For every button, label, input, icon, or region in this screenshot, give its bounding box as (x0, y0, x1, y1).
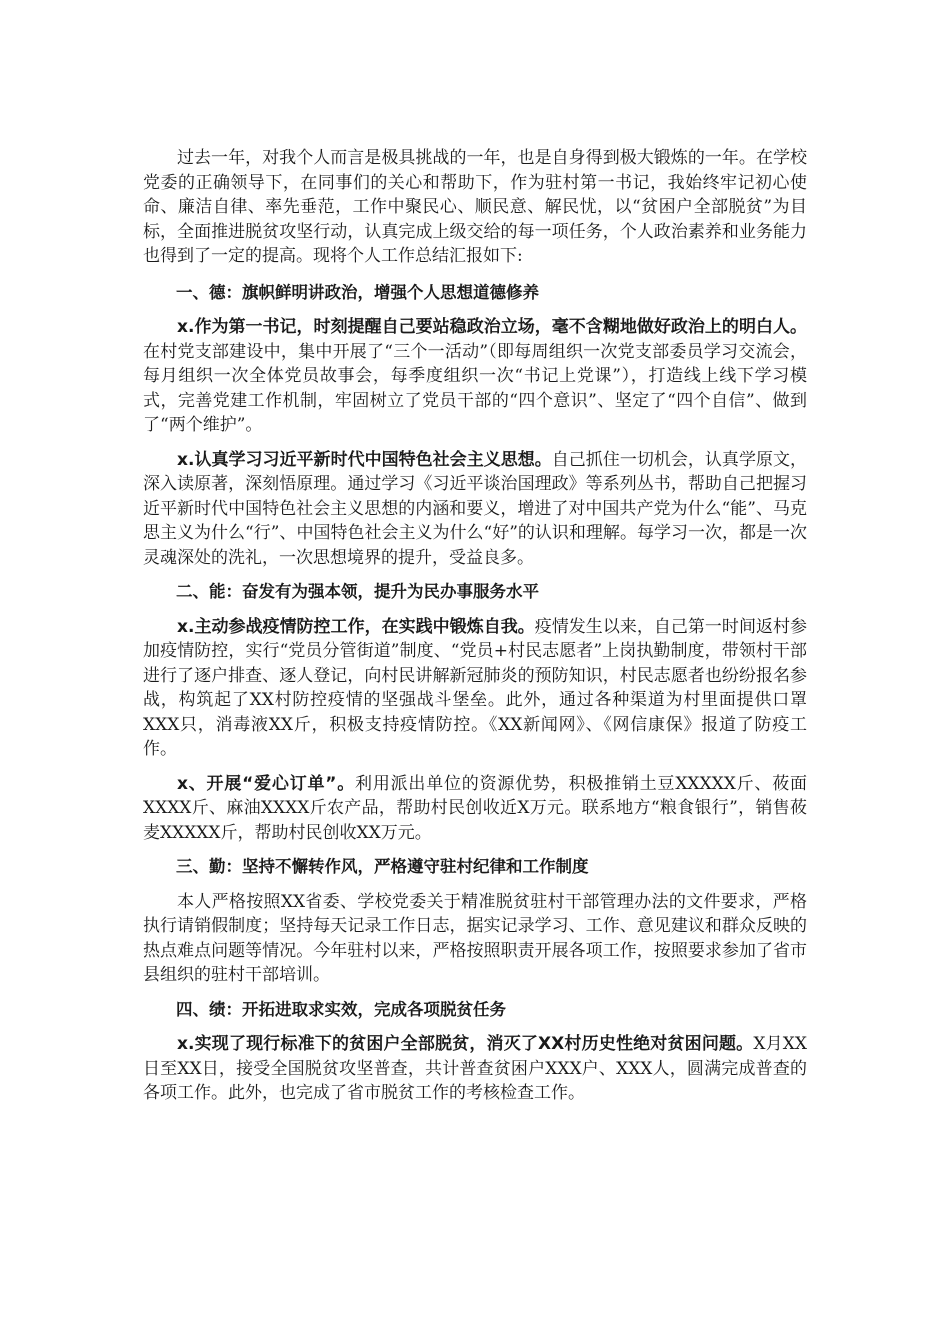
item-text: 在村党支部建设中，集中开展了“三个一活动”（即每周组织一次党支部委员学习交流会，每月组织一次全体党员故事会，每季度组织一次“书记上党课”），打造线上线下学习模式，完善党建工作机制，牢固树立了党员干部的“四个意识”、坚定了“四个自信”、做到了“两个维护”。 (143, 341, 807, 435)
item-text: 自己抓住一切机会，认真学原文，深入读原著，深刻悟原理。通过学习《习近平谈治国理政》等系列丛书，帮助自己把握习近平新时代中国特色社会主义思想的内涵和要义，增进了对中国共产党为什么“能”、马克思主义为什么“行”、中国特色社会主义为什么“好”的认识和理解。每学习一次，都是一次灵魂深处的洗礼，一次思想境界的提升，受益良多。 (143, 449, 807, 568)
item-text: X月XX日至XX日，接受全国脱贫攻坚普查，共计普查贫困户XXX户、XXX人，圆满完成普查的各项工作。此外，也完成了省市脱贫工作的考核检查工作。 (143, 1034, 807, 1103)
item-text: 本人严格按照XX省委、学校党委关于精准脱贫驻村干部管理办法的文件要求，严格执行请销假制度；坚持每天记录工作日志，据实记录学习、工作、意见建议和群众反映的热点难点问题等情况。今年驻村以来，严格按照职责开展各项工作，按照要求参加了省市县组织的驻村干部培训。 (143, 891, 807, 985)
item-text: 疫情发生以来，自己第一时间返村参加疫情防控，实行“党员分管街道”制度、“党员+村民志愿者”上岗执勤制度，带领村干部进行了逐户排查、逐人登记，向村民讲解新冠肺炎的预防知识，村民志愿者也纷纷报名参战，构筑起了XX村防控疫情的坚强战斗堡垒。此外，通过各种渠道为村里面提供口罩XXX只，消毒液XX斤，积极支持疫情防控。《XX新闻网》、《网信康保》报道了防疫工作。 (143, 616, 807, 759)
section-3-item-1 (143, 890, 807, 988)
section-2-item-2 (143, 772, 807, 846)
item-lead: x.实现了现行标准下的贫困户全部脱贫，消灭了XX村历史性绝对贫困问题。 (177, 1034, 754, 1054)
section-heading-4: 四、绩：开拓进取求实效，完成各项脱贫任务 (176, 999, 506, 1019)
section-1-item-1 (143, 315, 807, 438)
section-heading-1: 一、德：旗帜鲜明讲政治，增强个人思想道德修养 (176, 282, 539, 302)
item-text: 利用派出单位的资源优势，积极推销土豆XXXXX斤、莜面XXXX斤、麻油XXXX斤农产品，帮助村民创收近X万元。联系地方“粮食银行”，销售莜麦XXXXX斤，帮助村民创收XX万元。 (143, 773, 808, 843)
item-lead: x、开展“爱心订单”。 (177, 773, 356, 794)
section-heading-3: 三、勤：坚持不懈转作风，严格遵守驻村纪律和工作制度 (176, 857, 589, 876)
section-1-item-2 (143, 448, 807, 571)
section-4-item-1 (143, 1032, 807, 1106)
document-page (143, 146, 807, 1116)
item-lead: x.认真学习习近平新时代中国特色社会主义思想。 (177, 449, 552, 470)
item-lead: x.作为第一书记，时刻提醒自己要站稳政治立场，毫不含糊地做好政治上的明白人。 (177, 317, 807, 337)
item-lead: x.主动参战疫情防控工作，在实践中锻炼自我。 (177, 616, 535, 637)
intro-paragraph: 过去一年，对我个人而言是极具挑战的一年，也是自身得到极大锻炼的一年。在学校党委的正确领导下，在同事们的关心和帮助下，作为驻村第一书记，我始终牢记初心使命、廉洁自律、率先垂范，工作中聚民心、顺民意、解民忧，以“贫困户全部脱贫”为目标，全面推进脱贫攻坚行动，认真完成上级交给的每一项任务，个人政治素养和业务能力也得到了一定的提高。现将个人工作总结汇报如下: (143, 148, 807, 266)
section-2-item-1 (143, 615, 807, 762)
section-heading-2: 二、能：奋发有为强本领，提升为民办事服务水平 (176, 582, 539, 601)
